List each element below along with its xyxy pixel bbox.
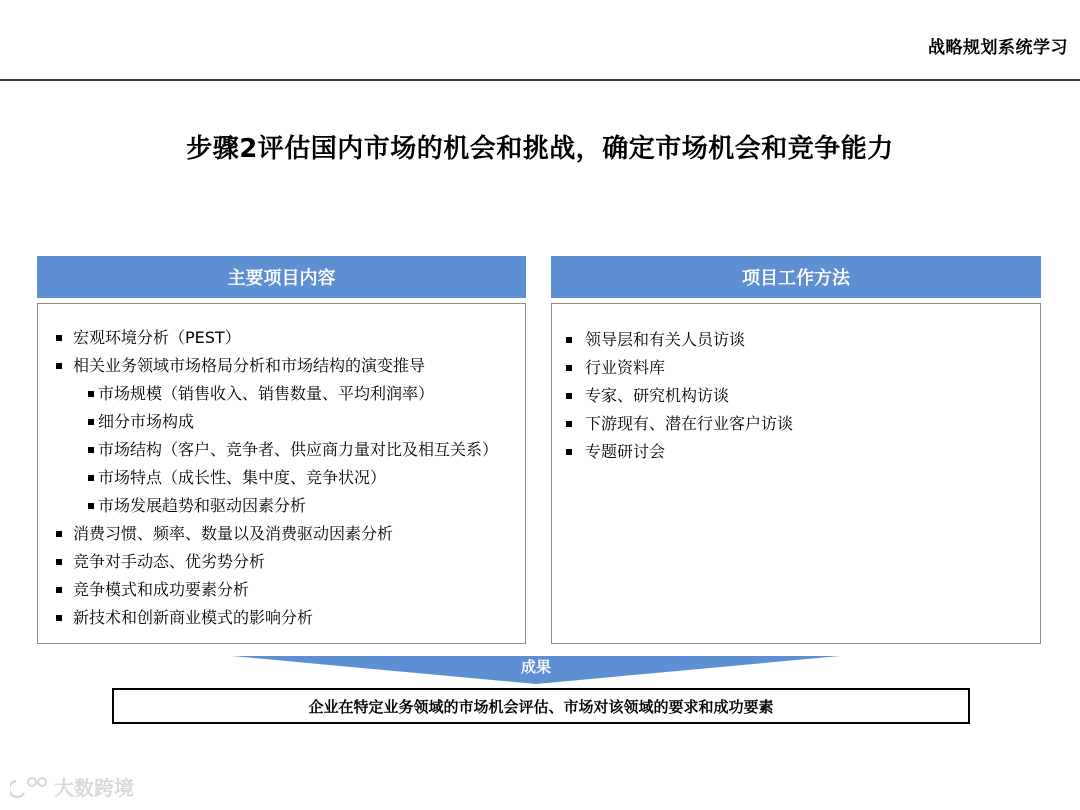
- list-item-text: 消费习惯、频率、数量以及消费驱动因素分析: [73, 524, 394, 543]
- right-panel-heading: 项目工作方法: [551, 256, 1041, 298]
- list-item: [56, 520, 498, 548]
- list-item: [566, 410, 793, 438]
- header-title: 战略规划系统学习: [928, 38, 1068, 58]
- list-item: [566, 326, 793, 354]
- list-item: [56, 324, 498, 352]
- list-item-text: 市场特点（成长性、集中度、竞争状况）: [98, 468, 387, 487]
- list-item-text: 相关业务领域市场格局分析和市场结构的演变推导: [73, 356, 426, 375]
- header-divider: [0, 79, 1080, 81]
- list-item-text: 竞争模式和成功要素分析: [73, 580, 250, 599]
- bullet-icon: [566, 421, 572, 427]
- bullet-icon: [56, 615, 62, 621]
- left-panel-heading: 主要项目内容: [37, 256, 526, 298]
- result-text: 企业在特定业务领域的市场机会评估、市场对该领域的要求和成功要素: [308, 697, 774, 716]
- bullet-icon: [56, 531, 62, 537]
- watermark-text: 大数跨境: [54, 776, 134, 800]
- bullet-icon: [566, 449, 572, 455]
- bullet-icon: [88, 391, 94, 397]
- list-item: [56, 604, 498, 632]
- bullet-icon: [56, 559, 62, 565]
- result-box: [112, 688, 970, 724]
- left-panel-list: [56, 324, 498, 632]
- left-panel-body: [37, 303, 526, 644]
- sub-list-item: [56, 492, 498, 520]
- slide-title: 步骤2评估国内市场的机会和挑战，确定市场机会和竞争能力: [186, 134, 894, 164]
- list-item-text: 专题研讨会: [585, 442, 666, 461]
- list-item-text: 下游现有、潜在行业客户访谈: [585, 414, 794, 433]
- sub-list-item: [56, 464, 498, 492]
- list-item-text: 专家、研究机构访谈: [585, 386, 730, 405]
- watermark: [10, 772, 134, 801]
- list-item: [566, 354, 793, 382]
- result-label: 成果: [520, 658, 551, 676]
- list-item: [56, 352, 498, 380]
- list-item-text: 宏观环境分析（PEST）: [73, 328, 241, 347]
- bullet-icon: [56, 363, 62, 369]
- watermark-logo-icon: [10, 775, 50, 799]
- bullet-icon: [88, 419, 94, 425]
- right-panel-list: [566, 326, 793, 466]
- list-item: [566, 438, 793, 466]
- sub-list-item: [56, 408, 498, 436]
- list-item: [56, 576, 498, 604]
- bullet-icon: [566, 337, 572, 343]
- sub-list-item: [56, 380, 498, 408]
- list-item-text: 市场结构（客户、竞争者、供应商力量对比及相互关系）: [98, 440, 499, 459]
- bullet-icon: [88, 503, 94, 509]
- list-item-text: 新技术和创新商业模式的影响分析: [73, 608, 314, 627]
- bullet-icon: [566, 365, 572, 371]
- list-item: [566, 382, 793, 410]
- bullet-icon: [88, 475, 94, 481]
- bullet-icon: [88, 447, 94, 453]
- list-item-text: 行业资料库: [585, 358, 666, 377]
- bullet-icon: [566, 393, 572, 399]
- list-item: [56, 548, 498, 576]
- sub-list-item: [56, 436, 498, 464]
- bullet-icon: [56, 335, 62, 341]
- bullet-icon: [56, 587, 62, 593]
- list-item-text: 市场发展趋势和驱动因素分析: [98, 496, 307, 515]
- list-item-text: 市场规模（销售收入、销售数量、平均利润率）: [98, 384, 435, 403]
- list-item-text: 细分市场构成: [98, 412, 195, 431]
- right-panel-body: [551, 303, 1041, 644]
- list-item-text: 领导层和有关人员访谈: [585, 330, 746, 349]
- list-item-text: 竞争对手动态、优劣势分析: [73, 552, 266, 571]
